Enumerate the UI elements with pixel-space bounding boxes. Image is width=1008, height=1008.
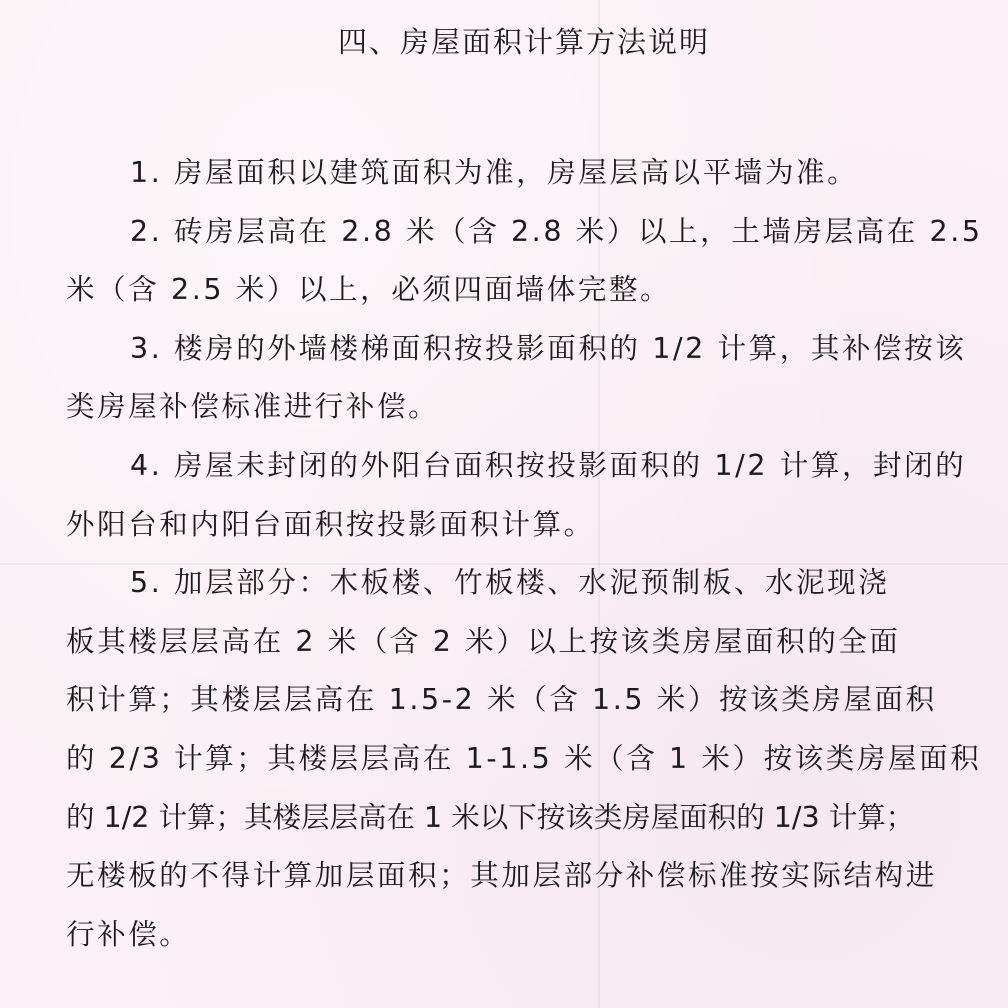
paragraph-line: 2. 砖房层高在 2.8 米（含 2.8 米）以上，土墙房层高在 2.5	[130, 214, 983, 248]
paragraph-line: 积计算；其楼层层高在 1.5-2 米（含 1.5 米）按该类房屋面积	[66, 683, 937, 717]
paragraph-line: 类房屋补偿标准进行补偿。	[66, 390, 440, 424]
paragraph-line: 米（含 2.5 米）以上，必须四面墙体完整。	[66, 273, 672, 307]
paragraph-line: 板其楼层层高在 2 米（含 2 米）以上按该类房屋面积的全面	[66, 624, 901, 658]
paragraph-line: 的 1/2 计算；其楼层层高在 1 米以下按该类房屋面积的 1/3 计算；	[66, 800, 915, 834]
paragraph-line: 3. 楼房的外墙楼梯面积按投影面积的 1/2 计算，其补偿按该	[130, 331, 967, 365]
document-body	[66, 144, 988, 964]
paragraph-line: 5. 加层部分：木板楼、竹板楼、水泥预制板、水泥现浇	[130, 566, 890, 600]
paragraph-line: 4. 房屋未封闭的外阳台面积按投影面积的 1/2 计算，封闭的	[130, 448, 967, 482]
paragraph-3	[66, 320, 988, 437]
paragraph-line: 1. 房屋面积以建筑面积为准，房屋层高以平墙为准。	[130, 156, 859, 189]
paragraph-line: 的 2/3 计算；其楼层层高在 1-1.5 米（含 1 米）按该类房屋面积	[66, 741, 982, 775]
paragraph-line: 外阳台和内阳台面积按投影面积计算。	[66, 507, 595, 541]
page-title: 四、房屋面积计算方法说明	[337, 25, 710, 59]
paragraph-2	[66, 203, 988, 320]
paragraph-5	[66, 554, 988, 964]
paragraph-1	[66, 144, 988, 203]
paragraph-4	[66, 437, 988, 554]
paragraph-line: 行补偿。	[66, 917, 191, 951]
paragraph-line: 无楼板的不得计算加层面积；其加层部分补偿标准按实际结构进	[66, 859, 937, 893]
